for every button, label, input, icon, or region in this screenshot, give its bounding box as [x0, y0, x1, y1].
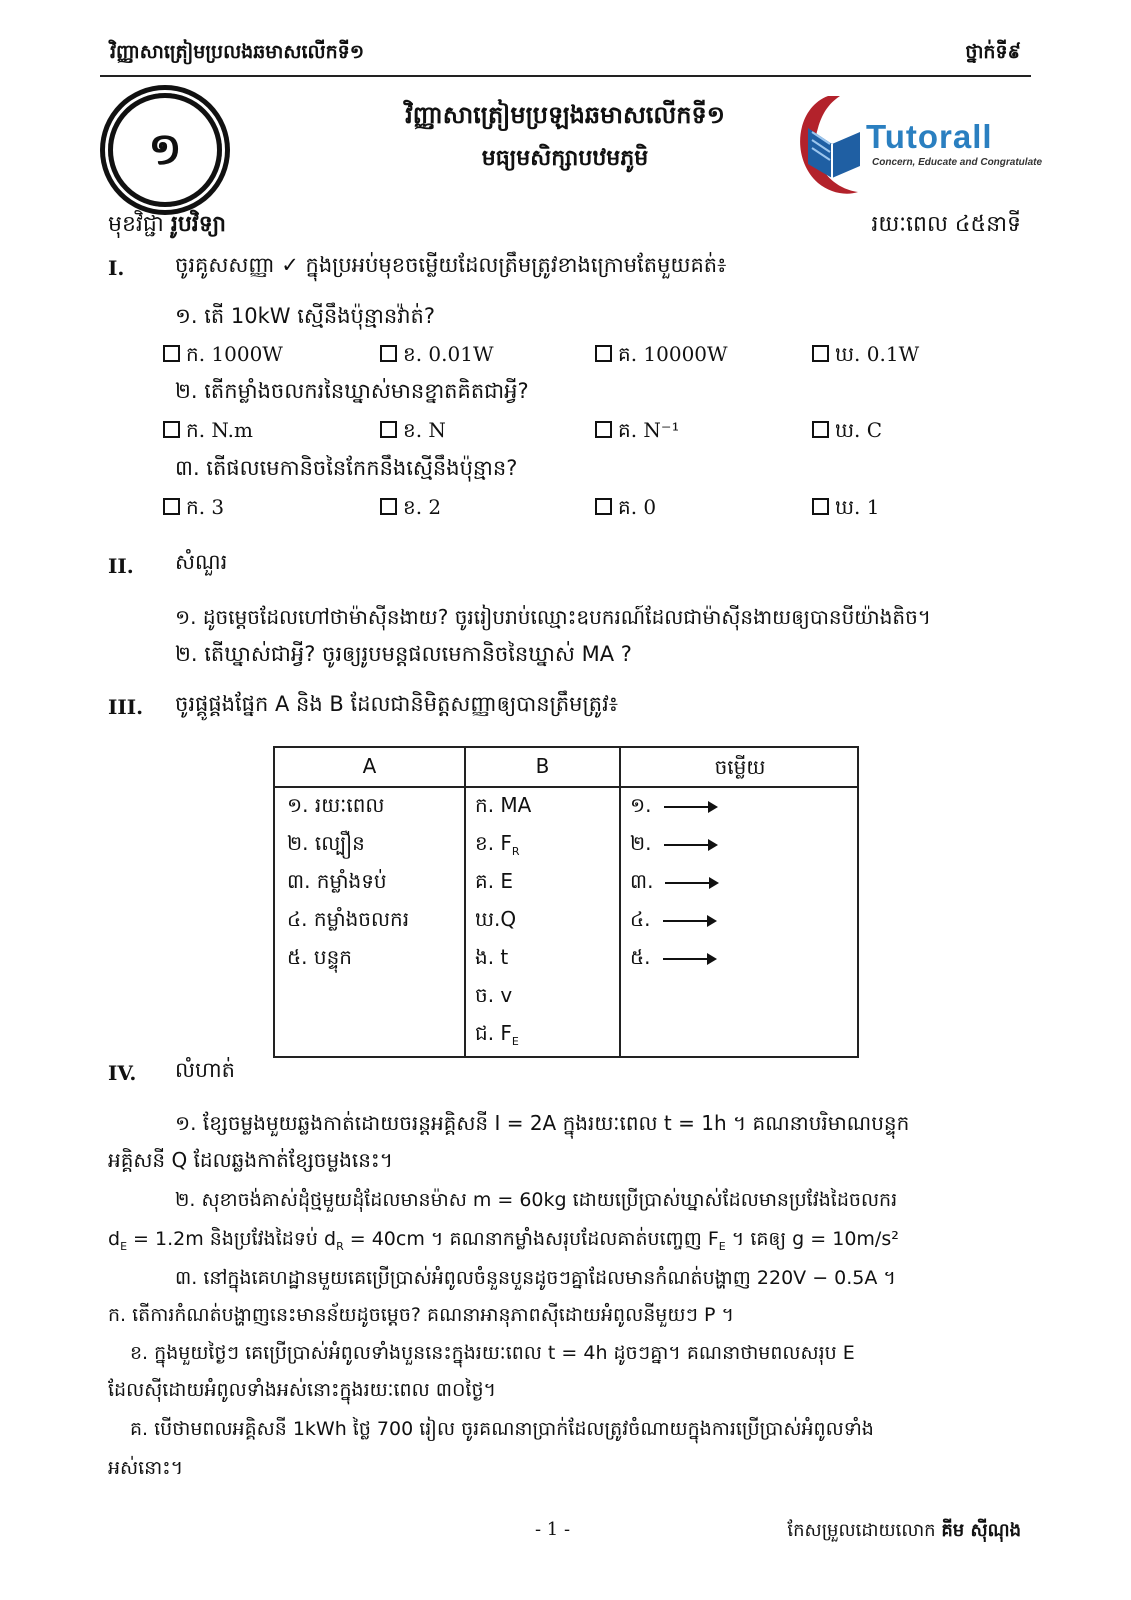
- answer-slot[interactable]: ៤.: [630, 906, 715, 936]
- column-b-header: B: [535, 754, 550, 778]
- arrow-right-icon: [665, 882, 717, 884]
- section-IV-numeral: IV.: [108, 1061, 137, 1085]
- col-a-item: ៥. បន្ទុក: [287, 945, 352, 969]
- q2-option-d[interactable]: ឃ. C: [812, 417, 882, 447]
- col-b-item: គ. E: [475, 869, 514, 893]
- page-number: - 1 -: [535, 1519, 571, 1540]
- checkbox[interactable]: [163, 498, 180, 515]
- checkbox[interactable]: [380, 498, 397, 515]
- answer-slot[interactable]: ១.: [630, 792, 716, 822]
- subject-label: មុខវិជ្ជា: [108, 212, 164, 237]
- editor-label: កែសម្រួលដោយលោក: [787, 1520, 936, 1541]
- col-a-item: ៣. កម្លាំងទប់: [287, 869, 387, 893]
- q2-option-a[interactable]: ក. N.m: [163, 417, 253, 447]
- header-rule: [100, 75, 1031, 77]
- question-2: ២. តើកម្លាំងចលករនៃឃ្នាស់មានខ្នាតគិតជាអ្វី?: [175, 379, 529, 403]
- col-a-item: ២. ល្បឿន: [287, 831, 365, 855]
- section-II-q2: ២. តើឃ្នាស់ជាអ្វី? ចូរឲ្យរូបមន្តផលមេកានិចនៃឃ្នាស់ MA ?: [175, 642, 632, 666]
- matching-table: [273, 746, 859, 1058]
- q3-option-d[interactable]: ឃ. 1: [812, 494, 879, 524]
- checkbox[interactable]: [380, 421, 397, 438]
- section-II-q1: ១. ដូចម្តេចដែលហៅថាម៉ាស៊ីនងាយ? ចូររៀបរាប់ឈ្មោះឧបករណ៍ដែលជាម៉ាស៊ីនងាយឲ្យបានបីយ៉ាងតិច។: [175, 605, 931, 629]
- checkbox[interactable]: [595, 498, 612, 515]
- exam-title: វិញ្ញាសាត្រៀមប្រឡងឆមាសលើកទី១: [405, 101, 725, 129]
- exercise-3a: ក. តើការកំណត់បង្ហាញនេះមានន័យដូចម្តេច? គណនាអានុភាពស៊ីដោយអំពូលនីមួយៗ P ។: [108, 1304, 735, 1326]
- exercise-1-line-2: អគ្គិសនី Q ដែលឆ្លងកាត់ខ្សែចម្លងនេះ។: [108, 1148, 393, 1172]
- section-III-instruction: ចូរផ្គូផ្គងផ្នែក A និង B ដែលជានិមិត្តសញ្ញាឲ្យបានត្រឹមត្រូវ៖: [175, 692, 618, 716]
- col-a-item: ១. រយៈពេល: [287, 793, 385, 817]
- q3-option-a[interactable]: ក. 3: [163, 494, 224, 524]
- exam-number: ១: [148, 124, 182, 175]
- q2-option-b[interactable]: ខ. N: [380, 417, 446, 447]
- checkbox[interactable]: [163, 421, 180, 438]
- col-b-item: ង. t: [475, 945, 509, 969]
- question-1: ១. តើ 10kW ស្មើនឹងប៉ុន្មានវ៉ាត់?: [175, 304, 436, 328]
- q1-option-c[interactable]: គ. 10000W: [595, 341, 728, 371]
- section-II-heading: សំណួរ: [175, 550, 228, 574]
- table-divider: [619, 748, 621, 1056]
- subject-name: រូបវិទ្យា: [170, 212, 226, 237]
- arrow-right-icon: [664, 806, 716, 808]
- answer-column-header: ចម្លើយ: [714, 755, 766, 779]
- col-b-item: ជ. $F_E$: [475, 1021, 519, 1048]
- section-II-numeral: II.: [108, 554, 134, 578]
- arrow-right-icon: [664, 844, 716, 846]
- subject-line: [108, 210, 226, 242]
- col-b-item: ក. MA: [475, 793, 532, 817]
- table-divider: [464, 748, 466, 1056]
- checkbox[interactable]: [812, 421, 829, 438]
- exam-duration: រយៈពេល ៤៥នាទី: [871, 212, 1021, 237]
- answer-slot[interactable]: ៣.: [630, 868, 717, 898]
- column-a-header: A: [362, 754, 377, 778]
- q3-option-b[interactable]: ខ. 2: [380, 494, 441, 524]
- exercise-3-intro: ៣. នៅក្នុងគេហដ្ឋានមួយគេប្រើប្រាស់អំពូលចំនួនបួនដូចៗគ្នាដែលមានកំណត់បង្ហាញ 220V − 0.5A ។: [175, 1267, 896, 1289]
- section-IV-heading: លំហាត់: [175, 1058, 235, 1082]
- checkbox[interactable]: [163, 345, 180, 362]
- exercise-3b-line-1: ខ. ក្នុងមួយថ្ងៃៗ គេប្រើប្រាស់អំពូលទាំងបួននេះក្នុងរយៈពេល t = 4h ដូចៗគ្នា។ គណនាថាមពលសរុប E: [130, 1342, 855, 1364]
- section-I-numeral: I.: [108, 256, 125, 280]
- logo-wordmark: Tutorall: [866, 118, 993, 155]
- exercise-3c-line-2: អស់នោះ។: [108, 1457, 184, 1479]
- editor-credit: [787, 1518, 1021, 1545]
- exercise-3c-line-1: គ. បើថាមពលអគ្គិសនី 1kWh ថ្លៃ 700 រៀល ចូរគណនាប្រាក់ដែលត្រូវចំណាយក្នុងការប្រើប្រាស់អំពូលទាំង: [130, 1418, 874, 1440]
- arrow-right-icon: [663, 920, 715, 922]
- logo-tagline: Concern, Educate and Congratulate: [872, 157, 1043, 168]
- exam-number-badge: [108, 93, 222, 207]
- q1-option-b[interactable]: ខ. 0.01W: [380, 341, 494, 371]
- answer-slot[interactable]: ២.: [630, 830, 716, 860]
- q2-option-c[interactable]: គ. N⁻¹: [595, 417, 679, 447]
- grade-label: ថ្នាក់ទី៩: [965, 41, 1021, 63]
- table-header-rule: [275, 786, 857, 788]
- running-title: វិញ្ញាសាត្រៀមប្រលងឆមាសលើកទី១: [110, 41, 365, 63]
- exercise-2-line-2: $d_E = 1.2m$ និងប្រវែងដៃទប់ $d_R = 40cm$ ។ គណនាកម្លាំងសរុបដែលគាត់បញ្ចេញ $F_E$ ។ គេឲ្យ g = 10m/s²: [108, 1228, 899, 1253]
- checkbox[interactable]: [812, 498, 829, 515]
- col-a-item: ៤. កម្លាំងចលករ: [287, 907, 410, 931]
- exercise-1-line-1: ១. ខ្សែចម្លងមួយឆ្លងកាត់ដោយចរន្តអគ្គិសនី I = 2A ក្នុងរយៈពេល t = 1h ។ គណនាបរិមាណបន្ទុក: [175, 1111, 910, 1135]
- checkbox[interactable]: [595, 421, 612, 438]
- checkbox[interactable]: [812, 345, 829, 362]
- q1-option-a[interactable]: ក. 1000W: [163, 341, 283, 371]
- checkbox[interactable]: [380, 345, 397, 362]
- checkbox[interactable]: [595, 345, 612, 362]
- exercise-2-line-1: ២. សុខាចង់គាស់ដុំថ្មមួយដុំដែលមានម៉ាស m = 60kg ដោយប្រើប្រាស់ឃ្នាស់ដែលមានប្រវែងដៃចលករ: [175, 1189, 898, 1211]
- question-3: ៣. តើផលមេកានិចនៃកែកនឹងស្មើនឹងប៉ុន្មាន?: [175, 456, 518, 480]
- section-I-instruction: ចូរគូសសញ្ញា ✓ ក្នុងប្រអប់មុខចម្លើយដែលត្រឹមត្រូវខាងក្រោមតែមួយគត់៖: [175, 253, 727, 277]
- answer-slot[interactable]: ៥.: [630, 944, 715, 974]
- exercise-3b-line-2: ដែលស៊ីដោយអំពូលទាំងអស់នោះក្នុងរយៈពេល ៣០ថ្ងៃ។: [108, 1379, 497, 1401]
- col-b-item: ឃ.Q: [475, 907, 517, 931]
- col-b-item: ខ. $F_R$: [475, 831, 520, 858]
- q1-option-d[interactable]: ឃ. 0.1W: [812, 341, 919, 371]
- editor-name: គីម ស៊ីណុង: [941, 1520, 1021, 1541]
- arrow-right-icon: [663, 958, 715, 960]
- col-b-item: ច. v: [475, 983, 513, 1007]
- exam-level: មធ្យមសិក្សាបឋមភូមិ: [481, 146, 649, 171]
- q3-option-c[interactable]: គ. 0: [595, 494, 656, 524]
- section-III-numeral: III.: [108, 695, 144, 719]
